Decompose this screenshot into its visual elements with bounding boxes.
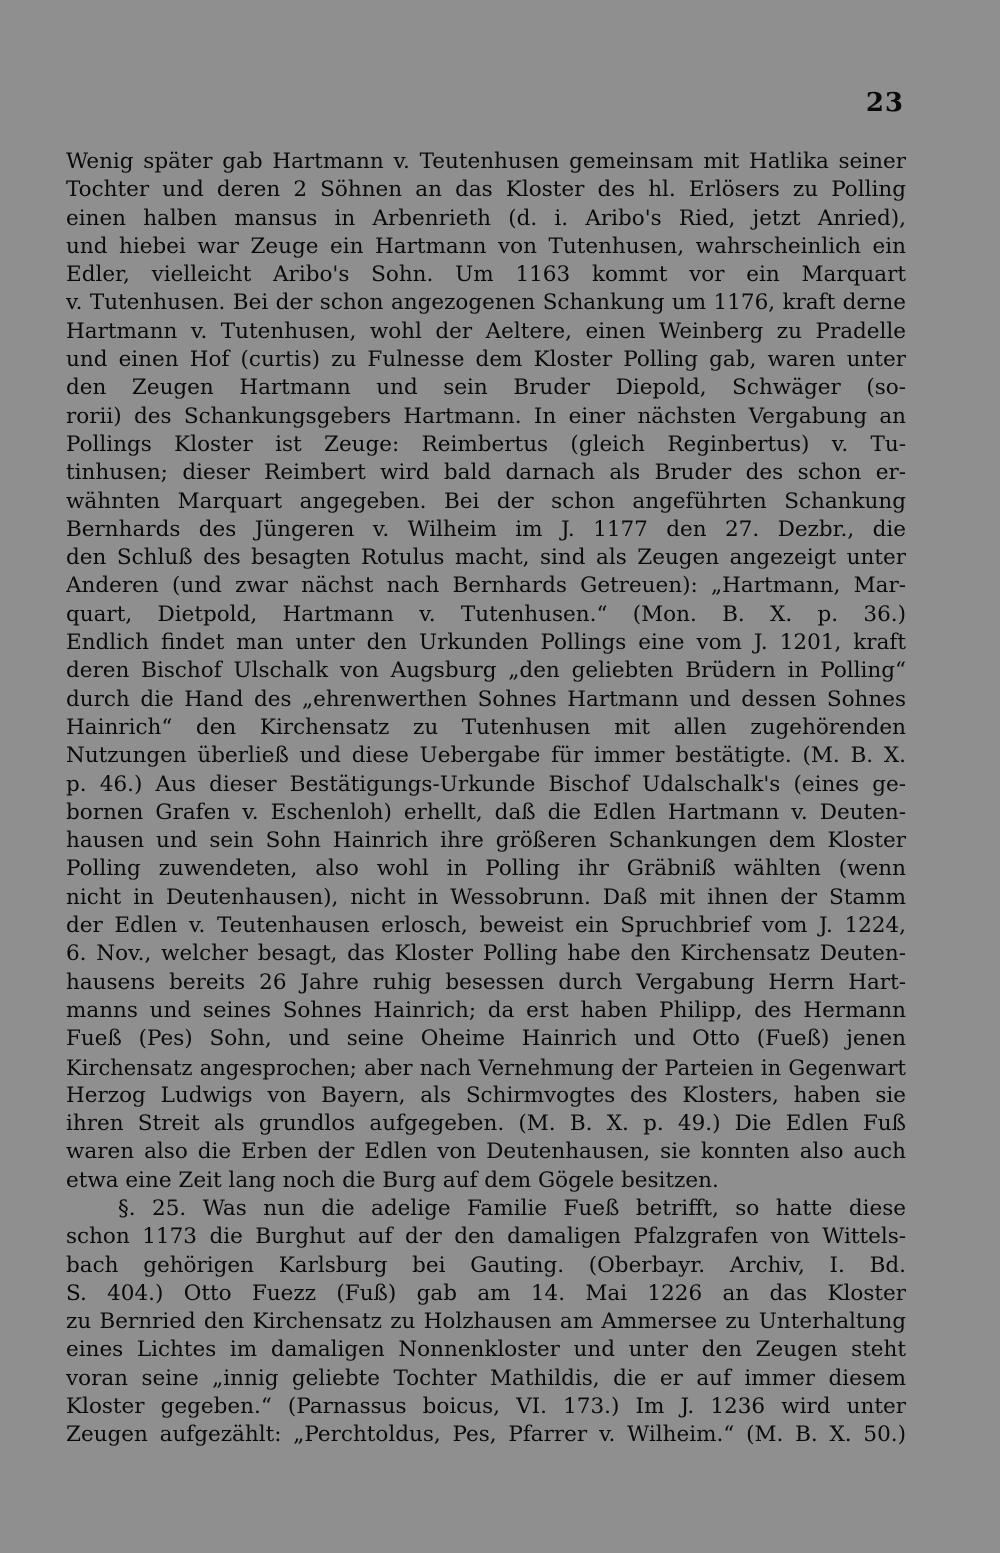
text-line: hausens bereits 26 Jahre ruhig besessen durch Vergabung Herrn Hart- <box>66 969 906 995</box>
text-line: schon 1173 die Burghut auf der den damaligen Pfalzgrafen von Wittels- <box>66 1224 906 1250</box>
text-line: und hiebei war Zeuge ein Hartmann von Tutenhusen, wahrscheinlich ein <box>66 233 906 259</box>
text-line: rorii) des Schankungsgebers Hartmann. In einer nächsten Vergabung an <box>66 403 906 429</box>
text-line: durch die Hand des „ehrenwerthen Sohnes Hartmann und dessen Sohnes <box>66 686 906 712</box>
text-line: Hainrich“ den Kirchensatz zu Tutenhusen mit allen zugehörenden <box>66 714 906 740</box>
text-line: Bernhards des Jüngeren v. Wilheim im J. 1177 den 27. Dezbr., die <box>66 516 906 542</box>
text-line: nicht in Deutenhausen), nicht in Wessobrunn. Daß mit ihnen der Stamm <box>66 884 906 910</box>
text-line: 6. Nov., welcher besagt, das Kloster Polling habe den Kirchensatz Deuten- <box>66 941 906 967</box>
text-line: und einen Hof (curtis) zu Fulnesse dem Kloster Polling gab, waren unter <box>66 347 906 373</box>
text-line: waren also die Erben der Edlen von Deutenhausen, sie konnten also auch <box>66 1139 906 1165</box>
text-line: Nutzungen überließ und diese Uebergabe für immer bestätigte. (M. B. X. <box>66 743 906 769</box>
text-line: etwa eine Zeit lang noch die Burg auf dem Gögele besitzen. <box>66 1167 719 1193</box>
text-line: wähnten Marquart angegeben. Bei der schon angeführten Schankung <box>66 488 906 514</box>
text-line: v. Tutenhusen. Bei der schon angezogenen Schankung um 1176, kraft derne <box>66 290 906 316</box>
text-line: Polling zuwendeten, also wohl in Polling ihr Gräbniß wählten (wenn <box>66 856 906 882</box>
text-line: Tochter und deren 2 Söhnen an das Kloster des hl. Erlösers zu Polling <box>66 177 906 203</box>
text-line: zu Bernried den Kirchensatz zu Holzhausen am Ammersee zu Unterhaltung <box>66 1309 906 1335</box>
text-line: §. 25. Was nun die adelige Familie Fueß betrifft, so hatte diese <box>118 1195 906 1221</box>
text-line: p. 46.) Aus dieser Bestätigungs-Urkunde Bischof Udalschalk's (eines ge- <box>66 771 906 797</box>
text-line: Zeugen aufgezählt: „Perchtoldus, Pes, Pfarrer v. Wilheim.“ (M. B. X. 50.) <box>66 1422 906 1448</box>
text-line: der Edlen v. Teutenhausen erlosch, beweist ein Spruchbrief vom J. 1224, <box>66 913 906 939</box>
text-line: S. 404.) Otto Fuezz (Fuß) gab am 14. Mai 1226 an das Kloster <box>66 1280 906 1306</box>
text-line: Herzog Ludwigs von Bayern, als Schirmvogtes des Klosters, haben sie <box>66 1082 906 1108</box>
text-line: Kirchensatz angesprochen; aber nach Vernehmung der Parteien in Gegenwart <box>66 1055 906 1080</box>
text-line: voran seine „innig geliebte Tochter Mathildis, die er auf immer diesem <box>66 1365 906 1391</box>
text-line: Anderen (und zwar nächst nach Bernhards Getreuen): „Hartmann, Mar- <box>66 573 906 599</box>
page-number: 23 <box>865 88 904 118</box>
text-line: bornen Grafen v. Eschenloh) erhellt, daß die Edlen Hartmann v. Deuten- <box>66 799 906 825</box>
text-line: quart, Dietpold, Hartmann v. Tutenhusen.“ (Mon. B. X. p. 36.) <box>66 601 906 627</box>
text-line: Kloster gegeben.“ (Parnassus boicus, VI. 173.) Im J. 1236 wird unter <box>66 1394 906 1420</box>
text-line: manns und seines Sohnes Hainrich; da erst haben Philipp, des Hermann <box>66 997 906 1023</box>
text-line: ihren Streit als grundlos aufgegeben. (M. B. X. p. 49.) Die Edlen Fuß <box>66 1111 906 1137</box>
text-line: tinhusen; dieser Reimbert wird bald darnach als Bruder des schon er- <box>66 460 906 486</box>
text-line: Wenig später gab Hartmann v. Teutenhusen gemeinsam mit Hatlika seiner <box>66 149 906 174</box>
text-line: hausen und sein Sohn Hainrich ihre größeren Schankungen dem Kloster <box>66 828 906 854</box>
text-line: deren Bischof Ulschalk von Augsburg „den geliebten Brüdern in Polling“ <box>66 658 906 684</box>
text-line: bach gehörigen Karlsburg bei Gauting. (Oberbayr. Archiv, I. Bd. <box>66 1252 906 1278</box>
text-line: den Schluß des besagten Rotulus macht, sind als Zeugen angezeigt unter <box>66 545 906 571</box>
text-line: Hartmann v. Tutenhusen, wohl der Aeltere, einen Weinberg zu Pradelle <box>66 318 906 344</box>
text-line: Fueß (Pes) Sohn, und seine Oheime Hainrich und Otto (Fueß) jenen <box>66 1026 906 1052</box>
text-line: Pollings Kloster ist Zeuge: Reimbertus (gleich Reginbertus) v. Tu- <box>66 431 906 457</box>
text-line: eines Lichtes im damaligen Nonnenkloster und unter den Zeugen steht <box>66 1337 906 1363</box>
text-line: Edler, vielleicht Aribo's Sohn. Um 1163 kommt vor ein Marquart <box>66 262 906 288</box>
text-line: einen halben mansus in Arbenrieth (d. i. Aribo's Ried, jetzt Anried), <box>66 205 906 231</box>
body-text <box>66 148 906 1450</box>
text-line: Endlich findet man unter den Urkunden Pollings eine vom J. 1201, kraft <box>66 630 906 656</box>
text-line: den Zeugen Hartmann und sein Bruder Diepold, Schwäger (so- <box>66 375 906 401</box>
